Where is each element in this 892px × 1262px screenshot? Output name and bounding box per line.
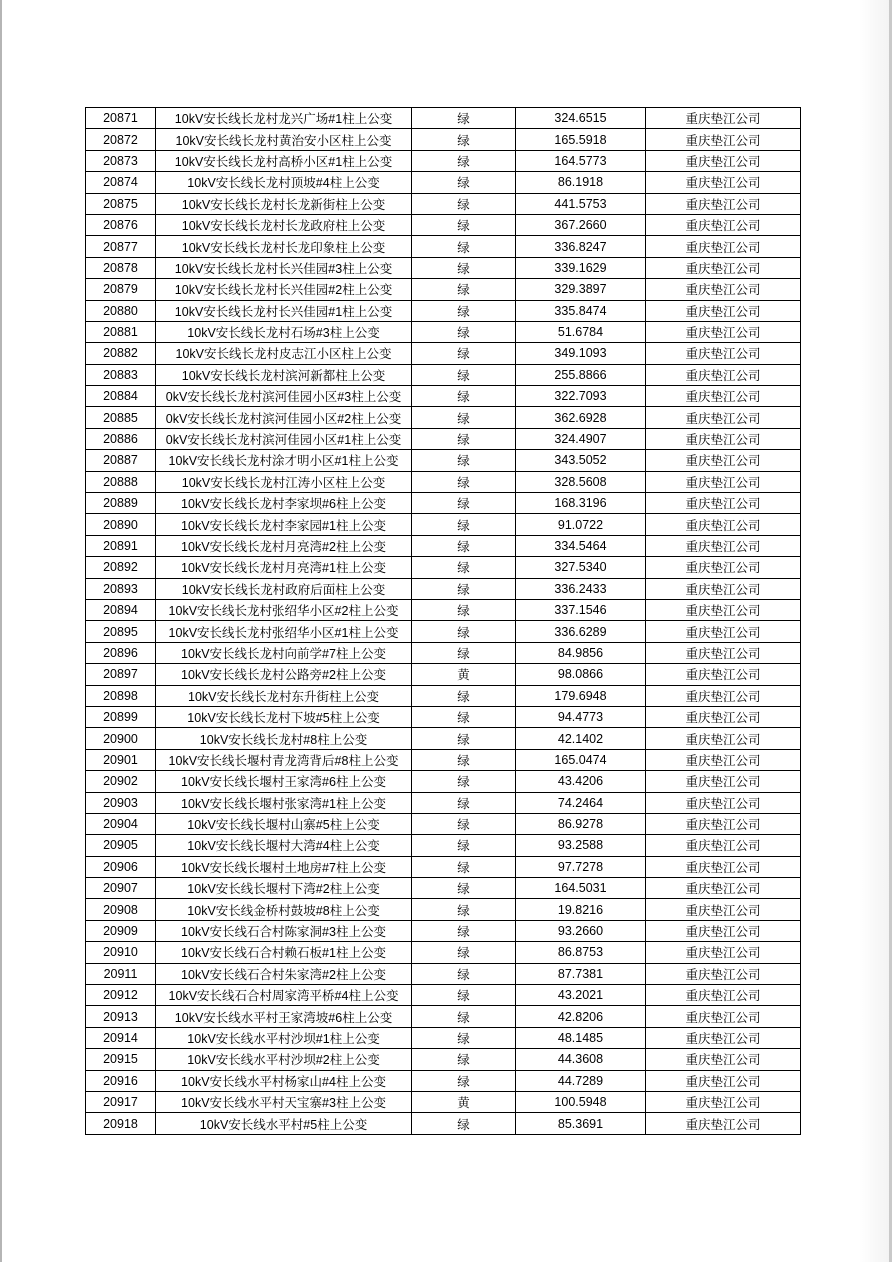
cell-value: 441.5753 <box>516 193 646 214</box>
cell-name: 10kV安长线水平村天宝寨#3柱上公变 <box>156 1091 412 1112</box>
cell-company: 重庆垫江公司 <box>646 343 801 364</box>
cell-id: 20897 <box>86 664 156 685</box>
cell-name: 10kV安长线长龙村江涛小区柱上公变 <box>156 471 412 492</box>
cell-name: 10kV安长线长龙村张绍华小区#1柱上公变 <box>156 621 412 642</box>
cell-id: 20913 <box>86 1006 156 1027</box>
cell-status: 绿 <box>412 642 516 663</box>
cell-id: 20899 <box>86 706 156 727</box>
cell-id: 20903 <box>86 792 156 813</box>
transformer-table <box>85 107 801 1135</box>
cell-company: 重庆垫江公司 <box>646 471 801 492</box>
cell-value: 85.3691 <box>516 1113 646 1134</box>
cell-status: 绿 <box>412 899 516 920</box>
cell-name: 10kV安长线长龙村长兴佳园#3柱上公变 <box>156 257 412 278</box>
cell-id: 20888 <box>86 471 156 492</box>
cell-status: 绿 <box>412 1113 516 1134</box>
cell-id: 20916 <box>86 1070 156 1091</box>
cell-id: 20911 <box>86 963 156 984</box>
cell-name: 10kV安长线长龙村长龙政府柱上公变 <box>156 214 412 235</box>
cell-value: 164.5031 <box>516 878 646 899</box>
table-row <box>86 835 801 856</box>
cell-company: 重庆垫江公司 <box>646 985 801 1006</box>
cell-company: 重庆垫江公司 <box>646 878 801 899</box>
cell-status: 黄 <box>412 1091 516 1112</box>
cell-company: 重庆垫江公司 <box>646 514 801 535</box>
table-row <box>86 129 801 150</box>
cell-company: 重庆垫江公司 <box>646 1049 801 1070</box>
cell-value: 48.1485 <box>516 1027 646 1048</box>
cell-company: 重庆垫江公司 <box>646 599 801 620</box>
cell-status: 绿 <box>412 1027 516 1048</box>
cell-value: 255.8866 <box>516 364 646 385</box>
cell-name: 10kV安长线长龙村下坡#5柱上公变 <box>156 706 412 727</box>
cell-status: 绿 <box>412 578 516 599</box>
cell-status: 绿 <box>412 343 516 364</box>
cell-value: 84.9856 <box>516 642 646 663</box>
cell-company: 重庆垫江公司 <box>646 942 801 963</box>
cell-status: 绿 <box>412 257 516 278</box>
table-row <box>86 535 801 556</box>
cell-company: 重庆垫江公司 <box>646 792 801 813</box>
cell-company: 重庆垫江公司 <box>646 706 801 727</box>
cell-id: 20887 <box>86 450 156 471</box>
cell-company: 重庆垫江公司 <box>646 813 801 834</box>
cell-name: 10kV安长线长龙村长龙印象柱上公变 <box>156 236 412 257</box>
table-row <box>86 1027 801 1048</box>
cell-id: 20912 <box>86 985 156 1006</box>
cell-status: 绿 <box>412 172 516 193</box>
table-row <box>86 685 801 706</box>
cell-name: 10kV安长线石合村朱家湾#2柱上公变 <box>156 963 412 984</box>
table-row <box>86 942 801 963</box>
cell-value: 86.9278 <box>516 813 646 834</box>
table-body <box>86 108 801 1135</box>
table-row <box>86 1070 801 1091</box>
cell-company: 重庆垫江公司 <box>646 749 801 770</box>
cell-value: 94.4773 <box>516 706 646 727</box>
cell-value: 42.1402 <box>516 728 646 749</box>
cell-name: 10kV安长线长堰村土地房#7柱上公变 <box>156 856 412 877</box>
cell-company: 重庆垫江公司 <box>646 771 801 792</box>
cell-value: 87.7381 <box>516 963 646 984</box>
cell-value: 164.5773 <box>516 150 646 171</box>
cell-value: 98.0866 <box>516 664 646 685</box>
cell-company: 重庆垫江公司 <box>646 321 801 342</box>
cell-id: 20877 <box>86 236 156 257</box>
cell-id: 20910 <box>86 942 156 963</box>
cell-company: 重庆垫江公司 <box>646 1006 801 1027</box>
cell-status: 绿 <box>412 1049 516 1070</box>
cell-status: 绿 <box>412 321 516 342</box>
cell-status: 绿 <box>412 493 516 514</box>
table-row <box>86 792 801 813</box>
cell-id: 20891 <box>86 535 156 556</box>
cell-company: 重庆垫江公司 <box>646 642 801 663</box>
cell-status: 黄 <box>412 664 516 685</box>
cell-value: 86.1918 <box>516 172 646 193</box>
cell-company: 重庆垫江公司 <box>646 1091 801 1112</box>
table-row <box>86 364 801 385</box>
cell-value: 97.7278 <box>516 856 646 877</box>
cell-value: 336.6289 <box>516 621 646 642</box>
cell-id: 20879 <box>86 279 156 300</box>
cell-id: 20901 <box>86 749 156 770</box>
table-row <box>86 279 801 300</box>
cell-status: 绿 <box>412 599 516 620</box>
cell-status: 绿 <box>412 856 516 877</box>
cell-company: 重庆垫江公司 <box>646 428 801 449</box>
cell-id: 20898 <box>86 685 156 706</box>
cell-company: 重庆垫江公司 <box>646 899 801 920</box>
table-row <box>86 321 801 342</box>
cell-value: 100.5948 <box>516 1091 646 1112</box>
cell-name: 0kV安长线长龙村滨河佳园小区#1柱上公变 <box>156 428 412 449</box>
table-row <box>86 878 801 899</box>
cell-id: 20875 <box>86 193 156 214</box>
cell-status: 绿 <box>412 535 516 556</box>
table-row <box>86 749 801 770</box>
cell-company: 重庆垫江公司 <box>646 193 801 214</box>
cell-name: 10kV安长线长龙村张绍华小区#2柱上公变 <box>156 599 412 620</box>
table-row <box>86 493 801 514</box>
cell-company: 重庆垫江公司 <box>646 493 801 514</box>
cell-id: 20873 <box>86 150 156 171</box>
cell-name: 10kV安长线长龙村李家园#1柱上公变 <box>156 514 412 535</box>
cell-company: 重庆垫江公司 <box>646 557 801 578</box>
cell-value: 343.5052 <box>516 450 646 471</box>
cell-id: 20886 <box>86 428 156 449</box>
table-row <box>86 899 801 920</box>
cell-id: 20880 <box>86 300 156 321</box>
cell-status: 绿 <box>412 300 516 321</box>
cell-value: 328.5608 <box>516 471 646 492</box>
cell-name: 10kV安长线长龙村滨河新都柱上公变 <box>156 364 412 385</box>
cell-value: 324.6515 <box>516 108 646 129</box>
table-row <box>86 300 801 321</box>
cell-id: 20878 <box>86 257 156 278</box>
cell-company: 重庆垫江公司 <box>646 535 801 556</box>
cell-company: 重庆垫江公司 <box>646 236 801 257</box>
cell-status: 绿 <box>412 985 516 1006</box>
cell-value: 349.1093 <box>516 343 646 364</box>
cell-status: 绿 <box>412 685 516 706</box>
cell-status: 绿 <box>412 621 516 642</box>
cell-name: 10kV安长线长堰村大湾#4柱上公变 <box>156 835 412 856</box>
cell-id: 20902 <box>86 771 156 792</box>
cell-value: 337.1546 <box>516 599 646 620</box>
cell-company: 重庆垫江公司 <box>646 856 801 877</box>
cell-name: 10kV安长线长龙村长龙新街柱上公变 <box>156 193 412 214</box>
table-row <box>86 450 801 471</box>
table-row <box>86 856 801 877</box>
cell-company: 重庆垫江公司 <box>646 450 801 471</box>
cell-value: 51.6784 <box>516 321 646 342</box>
cell-id: 20881 <box>86 321 156 342</box>
cell-company: 重庆垫江公司 <box>646 150 801 171</box>
table-row <box>86 728 801 749</box>
table-row <box>86 599 801 620</box>
cell-status: 绿 <box>412 749 516 770</box>
cell-id: 20893 <box>86 578 156 599</box>
table-row <box>86 407 801 428</box>
cell-name: 10kV安长线水平村沙坝#2柱上公变 <box>156 1049 412 1070</box>
table-row <box>86 428 801 449</box>
cell-name: 10kV安长线金桥村鼓坡#8柱上公变 <box>156 899 412 920</box>
table-row <box>86 343 801 364</box>
table-row <box>86 1113 801 1134</box>
cell-value: 324.4907 <box>516 428 646 449</box>
table-row <box>86 1049 801 1070</box>
cell-id: 20904 <box>86 813 156 834</box>
cell-name: 10kV安长线长龙村龙兴广场#1柱上公变 <box>156 108 412 129</box>
cell-name: 10kV安长线长龙村石场#3柱上公变 <box>156 321 412 342</box>
cell-name: 10kV安长线长龙村长兴佳园#2柱上公变 <box>156 279 412 300</box>
cell-id: 20905 <box>86 835 156 856</box>
table-row <box>86 257 801 278</box>
cell-company: 重庆垫江公司 <box>646 578 801 599</box>
cell-status: 绿 <box>412 386 516 407</box>
cell-name: 10kV安长线石合村周家湾平桥#4柱上公变 <box>156 985 412 1006</box>
cell-status: 绿 <box>412 193 516 214</box>
cell-name: 10kV安长线长龙村月亮湾#1柱上公变 <box>156 557 412 578</box>
cell-status: 绿 <box>412 214 516 235</box>
table-row <box>86 1091 801 1112</box>
cell-id: 20872 <box>86 129 156 150</box>
cell-id: 20892 <box>86 557 156 578</box>
cell-value: 44.3608 <box>516 1049 646 1070</box>
cell-company: 重庆垫江公司 <box>646 386 801 407</box>
cell-name: 10kV安长线水平村沙坝#1柱上公变 <box>156 1027 412 1048</box>
cell-status: 绿 <box>412 557 516 578</box>
cell-name: 10kV安长线长堰村山寨#5柱上公变 <box>156 813 412 834</box>
cell-company: 重庆垫江公司 <box>646 407 801 428</box>
cell-name: 10kV安长线石合村赖石板#1柱上公变 <box>156 942 412 963</box>
cell-status: 绿 <box>412 813 516 834</box>
table-row <box>86 621 801 642</box>
cell-value: 322.7093 <box>516 386 646 407</box>
cell-status: 绿 <box>412 129 516 150</box>
cell-name: 10kV安长线长龙村#8柱上公变 <box>156 728 412 749</box>
cell-company: 重庆垫江公司 <box>646 108 801 129</box>
cell-name: 10kV安长线长龙村公路旁#2柱上公变 <box>156 664 412 685</box>
cell-status: 绿 <box>412 1006 516 1027</box>
cell-value: 42.8206 <box>516 1006 646 1027</box>
cell-status: 绿 <box>412 108 516 129</box>
table-row <box>86 920 801 941</box>
cell-id: 20876 <box>86 214 156 235</box>
cell-name: 10kV安长线长堰村下湾#2柱上公变 <box>156 878 412 899</box>
cell-name: 10kV安长线水平村王家湾坡#6柱上公变 <box>156 1006 412 1027</box>
table-row <box>86 664 801 685</box>
cell-status: 绿 <box>412 428 516 449</box>
cell-name: 10kV安长线长龙村月亮湾#2柱上公变 <box>156 535 412 556</box>
cell-value: 327.5340 <box>516 557 646 578</box>
cell-value: 74.2464 <box>516 792 646 813</box>
cell-id: 20890 <box>86 514 156 535</box>
cell-status: 绿 <box>412 728 516 749</box>
cell-value: 362.6928 <box>516 407 646 428</box>
cell-id: 20908 <box>86 899 156 920</box>
cell-value: 165.0474 <box>516 749 646 770</box>
cell-id: 20906 <box>86 856 156 877</box>
table-row <box>86 813 801 834</box>
cell-status: 绿 <box>412 279 516 300</box>
table-row <box>86 578 801 599</box>
cell-value: 43.4206 <box>516 771 646 792</box>
cell-name: 10kV安长线长龙村李家坝#6柱上公变 <box>156 493 412 514</box>
cell-company: 重庆垫江公司 <box>646 364 801 385</box>
table-row <box>86 108 801 129</box>
table-row <box>86 386 801 407</box>
table-row <box>86 172 801 193</box>
cell-value: 43.2021 <box>516 985 646 1006</box>
cell-value: 93.2660 <box>516 920 646 941</box>
cell-status: 绿 <box>412 771 516 792</box>
cell-company: 重庆垫江公司 <box>646 1113 801 1134</box>
table-row <box>86 471 801 492</box>
cell-value: 335.8474 <box>516 300 646 321</box>
table-row <box>86 150 801 171</box>
cell-id: 20909 <box>86 920 156 941</box>
cell-company: 重庆垫江公司 <box>646 685 801 706</box>
cell-name: 10kV安长线水平村杨家山#4柱上公变 <box>156 1070 412 1091</box>
cell-status: 绿 <box>412 706 516 727</box>
cell-id: 20914 <box>86 1027 156 1048</box>
table-row <box>86 514 801 535</box>
cell-status: 绿 <box>412 878 516 899</box>
cell-id: 20918 <box>86 1113 156 1134</box>
table-row <box>86 1006 801 1027</box>
cell-id: 20915 <box>86 1049 156 1070</box>
cell-value: 339.1629 <box>516 257 646 278</box>
cell-name: 10kV安长线长龙村高桥小区#1柱上公变 <box>156 150 412 171</box>
cell-value: 168.3196 <box>516 493 646 514</box>
cell-id: 20889 <box>86 493 156 514</box>
cell-status: 绿 <box>412 1070 516 1091</box>
cell-id: 20900 <box>86 728 156 749</box>
cell-value: 44.7289 <box>516 1070 646 1091</box>
cell-company: 重庆垫江公司 <box>646 129 801 150</box>
cell-value: 91.0722 <box>516 514 646 535</box>
cell-status: 绿 <box>412 963 516 984</box>
cell-id: 20883 <box>86 364 156 385</box>
cell-id: 20874 <box>86 172 156 193</box>
cell-value: 336.2433 <box>516 578 646 599</box>
cell-company: 重庆垫江公司 <box>646 257 801 278</box>
cell-name: 0kV安长线长龙村滨河佳园小区#2柱上公变 <box>156 407 412 428</box>
cell-id: 20894 <box>86 599 156 620</box>
cell-name: 10kV安长线长龙村长兴佳园#1柱上公变 <box>156 300 412 321</box>
cell-company: 重庆垫江公司 <box>646 920 801 941</box>
cell-value: 93.2588 <box>516 835 646 856</box>
cell-status: 绿 <box>412 942 516 963</box>
cell-company: 重庆垫江公司 <box>646 728 801 749</box>
cell-name: 10kV安长线长龙村黄治安小区柱上公变 <box>156 129 412 150</box>
table-row <box>86 214 801 235</box>
table-row <box>86 193 801 214</box>
cell-id: 20907 <box>86 878 156 899</box>
cell-id: 20885 <box>86 407 156 428</box>
cell-id: 20896 <box>86 642 156 663</box>
page-left-edge <box>0 0 2 1262</box>
cell-company: 重庆垫江公司 <box>646 214 801 235</box>
table-row <box>86 771 801 792</box>
cell-name: 10kV安长线石合村陈家洞#3柱上公变 <box>156 920 412 941</box>
cell-id: 20884 <box>86 386 156 407</box>
cell-status: 绿 <box>412 364 516 385</box>
cell-name: 10kV安长线水平村#5柱上公变 <box>156 1113 412 1134</box>
table-row <box>86 985 801 1006</box>
cell-company: 重庆垫江公司 <box>646 1027 801 1048</box>
cell-status: 绿 <box>412 450 516 471</box>
cell-value: 179.6948 <box>516 685 646 706</box>
cell-status: 绿 <box>412 407 516 428</box>
cell-status: 绿 <box>412 236 516 257</box>
cell-id: 20895 <box>86 621 156 642</box>
cell-name: 10kV安长线长龙村向前学#7柱上公变 <box>156 642 412 663</box>
cell-company: 重庆垫江公司 <box>646 664 801 685</box>
cell-name: 10kV安长线长堰村青龙湾背后#8柱上公变 <box>156 749 412 770</box>
cell-status: 绿 <box>412 471 516 492</box>
cell-value: 367.2660 <box>516 214 646 235</box>
table-row <box>86 963 801 984</box>
page-right-shade <box>858 0 892 1262</box>
cell-status: 绿 <box>412 792 516 813</box>
cell-company: 重庆垫江公司 <box>646 621 801 642</box>
cell-value: 329.3897 <box>516 279 646 300</box>
cell-company: 重庆垫江公司 <box>646 300 801 321</box>
table-row <box>86 706 801 727</box>
table-row <box>86 557 801 578</box>
cell-name: 10kV安长线长龙村顶坡#4柱上公变 <box>156 172 412 193</box>
cell-id: 20917 <box>86 1091 156 1112</box>
cell-id: 20882 <box>86 343 156 364</box>
cell-company: 重庆垫江公司 <box>646 1070 801 1091</box>
cell-status: 绿 <box>412 835 516 856</box>
cell-value: 336.8247 <box>516 236 646 257</box>
cell-name: 10kV安长线长龙村皮志江小区柱上公变 <box>156 343 412 364</box>
cell-name: 10kV安长线长堰村张家湾#1柱上公变 <box>156 792 412 813</box>
cell-status: 绿 <box>412 514 516 535</box>
cell-company: 重庆垫江公司 <box>646 279 801 300</box>
cell-name: 10kV安长线长龙村政府后面柱上公变 <box>156 578 412 599</box>
cell-name: 10kV安长线长龙村东升街柱上公变 <box>156 685 412 706</box>
table-row <box>86 642 801 663</box>
cell-company: 重庆垫江公司 <box>646 172 801 193</box>
cell-status: 绿 <box>412 920 516 941</box>
cell-value: 86.8753 <box>516 942 646 963</box>
cell-value: 334.5464 <box>516 535 646 556</box>
cell-value: 165.5918 <box>516 129 646 150</box>
cell-status: 绿 <box>412 150 516 171</box>
cell-id: 20871 <box>86 108 156 129</box>
cell-name: 10kV安长线长堰村王家湾#6柱上公变 <box>156 771 412 792</box>
cell-value: 19.8216 <box>516 899 646 920</box>
cell-company: 重庆垫江公司 <box>646 963 801 984</box>
cell-company: 重庆垫江公司 <box>646 835 801 856</box>
cell-name: 0kV安长线长龙村滨河佳园小区#3柱上公变 <box>156 386 412 407</box>
table-row <box>86 236 801 257</box>
cell-name: 10kV安长线长龙村涂才明小区#1柱上公变 <box>156 450 412 471</box>
